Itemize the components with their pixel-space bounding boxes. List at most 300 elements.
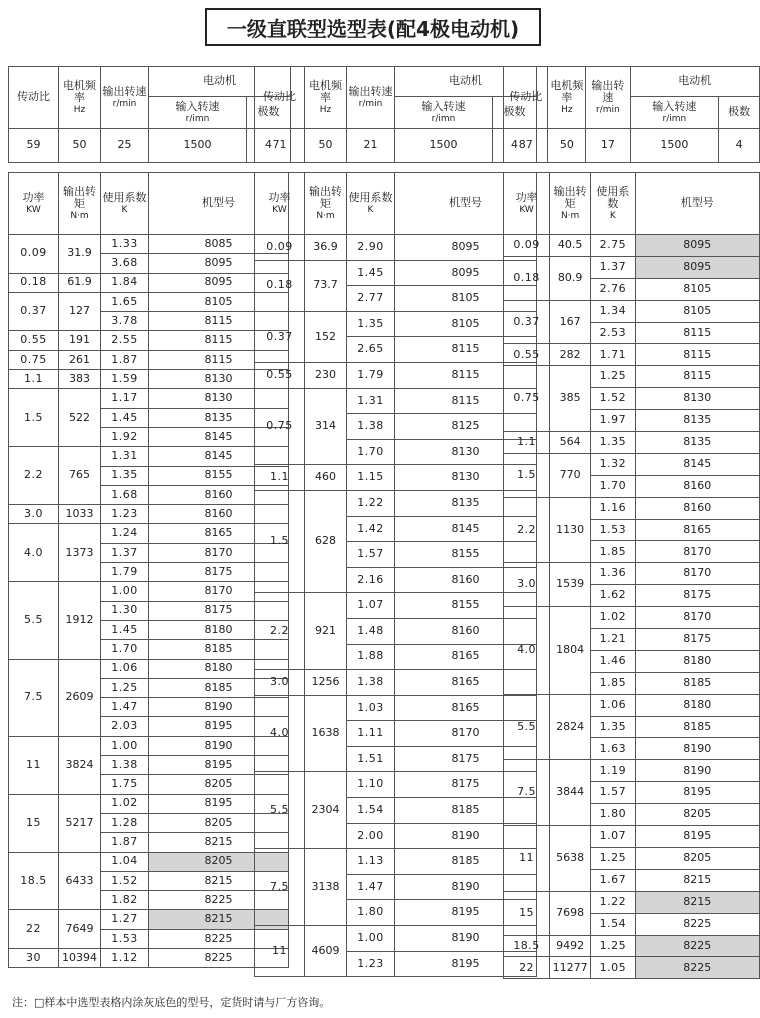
model-value: 8175	[149, 601, 289, 620]
service-factor-value: 2.03	[101, 717, 149, 736]
power-value: 1.1	[255, 465, 305, 491]
table-row	[9, 505, 289, 524]
torque-value: 61.9	[59, 273, 101, 292]
model-value: 8175	[149, 563, 289, 582]
service-factor-value: 1.88	[347, 644, 395, 670]
power-value: 0.18	[504, 256, 550, 300]
service-factor-value: 1.35	[591, 716, 635, 738]
model-value: 8135	[149, 408, 289, 427]
service-factor-value: 1.38	[347, 670, 395, 696]
model-value: 8175	[635, 585, 759, 607]
power-header-unit: KW	[272, 204, 287, 215]
power-value: 30	[9, 948, 59, 967]
service-factor-value: 2.55	[101, 331, 149, 350]
ratio-value: 71	[255, 129, 305, 163]
power-value: 1.5	[255, 490, 305, 592]
service-factor-header-unit: K	[609, 210, 616, 221]
model-value: 8175	[635, 629, 759, 651]
power-value: 0.75	[255, 388, 305, 465]
model-value: 8195	[149, 794, 289, 813]
service-factor-value: 1.22	[347, 490, 395, 516]
power-value: 3.0	[9, 505, 59, 524]
service-factor-value: 1.00	[101, 582, 149, 601]
ratio-header-table	[254, 66, 537, 163]
service-factor-value: 1.79	[347, 362, 395, 388]
poles-value: 4	[493, 129, 537, 163]
torque-value: 152	[305, 311, 347, 362]
service-factor-value: 1.53	[101, 929, 149, 948]
torque-header	[305, 173, 347, 235]
torque-value: 1539	[550, 563, 591, 607]
power-value: 5.5	[255, 772, 305, 849]
model-value: 8105	[149, 292, 289, 311]
model-value-shaded: 8225	[635, 935, 759, 957]
model-value: 8195	[395, 951, 537, 977]
service-factor-value: 2.77	[347, 286, 395, 312]
service-factor-value: 1.23	[101, 505, 149, 524]
motor-frequency-header-label: 电机频率	[550, 78, 584, 105]
table-row	[504, 497, 760, 519]
ratio-header-label: 传动比	[17, 90, 50, 104]
service-factor-value: 1.87	[101, 833, 149, 852]
service-factor-value: 1.06	[591, 694, 635, 716]
torque-value: 765	[59, 447, 101, 505]
power-value: 0.37	[9, 292, 59, 331]
table-row	[9, 852, 289, 871]
service-factor-value: 1.38	[347, 414, 395, 440]
output-speed-header-label: 输出转速	[102, 85, 147, 98]
power-header-unit: KW	[519, 204, 534, 215]
service-factor-header	[591, 173, 635, 235]
selection-table	[254, 172, 537, 977]
model-value: 8160	[635, 497, 759, 519]
service-factor-value: 1.00	[347, 926, 395, 952]
service-factor-value: 1.70	[591, 475, 635, 497]
service-factor-value: 1.24	[101, 524, 149, 543]
torque-value: 10394	[59, 948, 101, 967]
table-row	[504, 256, 760, 278]
table-row	[9, 659, 289, 678]
model-value-shaded: 8205	[149, 852, 289, 871]
torque-value: 1033	[59, 505, 101, 524]
model-value: 8170	[635, 541, 759, 563]
output-speed-header	[586, 67, 630, 129]
power-value: 11	[504, 826, 550, 892]
output-speed-header-unit: r/min	[112, 98, 137, 109]
ratio-value: 59	[9, 129, 59, 163]
torque-value: 5217	[59, 794, 101, 852]
model-value: 8205	[149, 813, 289, 832]
table-row	[504, 826, 760, 848]
model-header: 机型号	[635, 173, 759, 235]
table-row	[504, 344, 760, 366]
table-row	[9, 350, 289, 369]
torque-value: 7649	[59, 910, 101, 949]
service-factor-value: 1.53	[591, 519, 635, 541]
output-speed-header-label: 输出转速	[591, 78, 625, 105]
ratio-value: 87	[504, 129, 548, 163]
power-value: 3.0	[255, 670, 305, 696]
input-speed-header-unit: r/imn	[662, 113, 687, 124]
service-factor-value: 1.05	[591, 957, 635, 979]
torque-value: 230	[305, 362, 347, 388]
table-row	[504, 891, 760, 913]
torque-header-label: 输出转矩	[553, 184, 587, 211]
table-row	[9, 292, 289, 311]
table-row	[504, 366, 760, 388]
service-factor-value: 1.75	[101, 775, 149, 794]
torque-value: 3844	[550, 760, 591, 826]
table-row	[504, 760, 760, 782]
model-value: 8160	[149, 505, 289, 524]
torque-value: 314	[305, 388, 347, 465]
service-factor-header-label: 使用系数	[348, 191, 393, 204]
table-row	[255, 311, 537, 337]
input-speed-header-unit: r/imn	[431, 113, 456, 124]
power-value: 0.55	[255, 362, 305, 388]
power-value: 15	[504, 891, 550, 935]
service-factor-header	[101, 173, 149, 235]
service-factor-value: 1.35	[101, 466, 149, 485]
power-header	[504, 173, 550, 235]
power-value: 0.09	[504, 235, 550, 257]
model-value: 8125	[395, 414, 537, 440]
service-factor-value: 1.10	[347, 772, 395, 798]
service-factor-value: 1.67	[591, 869, 635, 891]
service-factor-value: 1.30	[101, 601, 149, 620]
model-value: 8165	[395, 670, 537, 696]
service-factor-value: 1.45	[101, 408, 149, 427]
table-row	[504, 607, 760, 629]
model-header: 机型号	[149, 173, 289, 235]
torque-value: 73.7	[305, 260, 347, 311]
input-speed-value: 1500	[149, 129, 247, 163]
model-value: 8130	[395, 465, 537, 491]
input-speed-header-label: 输入转速	[652, 100, 697, 113]
service-factor-value: 2.16	[347, 567, 395, 593]
service-factor-value: 1.45	[347, 260, 395, 286]
torque-value: 460	[305, 465, 347, 491]
table-row	[504, 235, 760, 257]
model-value-shaded: 8215	[149, 910, 289, 929]
model-value: 8185	[635, 672, 759, 694]
torque-value: 2824	[550, 694, 591, 760]
model-value: 8165	[149, 524, 289, 543]
service-factor-value: 1.46	[591, 650, 635, 672]
service-factor-value: 1.25	[591, 366, 635, 388]
power-value: 1.5	[9, 389, 59, 447]
torque-value: 167	[550, 300, 591, 344]
service-factor-value: 1.27	[101, 910, 149, 929]
service-factor-value: 1.25	[591, 847, 635, 869]
model-value: 8160	[635, 475, 759, 497]
service-factor-header	[347, 173, 395, 235]
power-value: 22	[504, 957, 550, 979]
model-value: 8175	[395, 772, 537, 798]
service-factor-value: 1.04	[101, 852, 149, 871]
service-factor-header-label: 使用系数	[596, 184, 630, 211]
model-value: 8115	[149, 312, 289, 331]
service-factor-value: 1.85	[591, 672, 635, 694]
model-value: 8195	[149, 756, 289, 775]
service-factor-value: 1.02	[101, 794, 149, 813]
power-value: 0.37	[504, 300, 550, 344]
table-row	[9, 736, 289, 755]
model-value: 8105	[395, 311, 537, 337]
model-value: 8115	[149, 350, 289, 369]
service-factor-value: 1.32	[591, 453, 635, 475]
power-value: 18.5	[504, 935, 550, 957]
service-factor-value: 1.34	[591, 300, 635, 322]
torque-value: 564	[550, 432, 591, 454]
model-value: 8130	[149, 389, 289, 408]
model-value: 8135	[635, 410, 759, 432]
power-value: 18.5	[9, 852, 59, 910]
model-value: 8115	[395, 337, 537, 363]
torque-value: 1912	[59, 582, 101, 659]
model-value: 8180	[635, 694, 759, 716]
model-value: 8205	[635, 847, 759, 869]
model-value: 8205	[635, 804, 759, 826]
service-factor-value: 1.12	[101, 948, 149, 967]
ratio-header-table	[503, 66, 760, 163]
model-value: 8095	[149, 273, 289, 292]
torque-value: 7698	[550, 891, 591, 935]
table-row	[9, 524, 289, 543]
motor-frequency-header-unit: Hz	[319, 104, 332, 115]
motor-frequency-header-label: 电机频率	[63, 78, 96, 105]
ratio-header	[9, 67, 59, 129]
poles-value: 4	[719, 129, 760, 163]
model-value: 8130	[635, 388, 759, 410]
power-value: 7.5	[504, 760, 550, 826]
page-title: 一级直联型选型表(配4极电动机)	[205, 8, 541, 46]
service-factor-value: 1.82	[101, 891, 149, 910]
service-factor-value: 1.52	[591, 388, 635, 410]
torque-value: 1130	[550, 497, 591, 563]
output-speed-header	[347, 67, 395, 129]
model-value: 8185	[395, 798, 537, 824]
table-row	[9, 235, 289, 254]
model-value: 8225	[635, 913, 759, 935]
table-row	[255, 235, 537, 261]
model-value: 8145	[635, 453, 759, 475]
model-value: 8135	[395, 490, 537, 516]
power-value: 2.2	[504, 497, 550, 563]
torque-header-label: 输出转矩	[63, 184, 96, 211]
output-speed-value: 25	[101, 129, 149, 163]
service-factor-value: 1.57	[347, 542, 395, 568]
power-value: 11	[255, 926, 305, 977]
table-row	[9, 370, 289, 389]
model-value: 8205	[149, 775, 289, 794]
power-value: 2.2	[255, 593, 305, 670]
service-factor-value: 1.62	[591, 585, 635, 607]
input-speed-header-label: 输入转速	[421, 100, 466, 113]
service-factor-value: 1.37	[591, 256, 635, 278]
ratio-header	[255, 67, 305, 129]
table-row	[255, 926, 537, 952]
motor-frequency-header-unit: Hz	[73, 104, 86, 115]
service-factor-header-unit: K	[367, 204, 374, 215]
input-speed-value: 1500	[630, 129, 719, 163]
model-value: 8105	[635, 300, 759, 322]
model-value-shaded: 8095	[635, 256, 759, 278]
power-header	[255, 173, 305, 235]
torque-value: 31.9	[59, 235, 101, 274]
model-value: 8170	[149, 582, 289, 601]
power-value: 1.5	[504, 453, 550, 497]
power-value: 15	[9, 794, 59, 852]
power-value: 5.5	[9, 582, 59, 659]
output-speed-header-unit: r/min	[596, 104, 620, 115]
table-row	[255, 260, 537, 286]
model-value: 8115	[635, 322, 759, 344]
motor-header: 电动机	[395, 67, 537, 97]
model-value: 8145	[395, 516, 537, 542]
power-value: 7.5	[9, 659, 59, 736]
table-row	[255, 695, 537, 721]
torque-value: 1638	[305, 695, 347, 772]
model-value: 8095	[395, 235, 537, 261]
service-factor-value: 1.48	[347, 618, 395, 644]
model-value: 8170	[635, 563, 759, 585]
table-row	[255, 849, 537, 875]
model-value: 8190	[395, 926, 537, 952]
model-value: 8160	[395, 567, 537, 593]
torque-value: 770	[550, 453, 591, 497]
model-header: 机型号	[395, 173, 537, 235]
power-value: 4.0	[9, 524, 59, 582]
model-value: 8165	[635, 519, 759, 541]
torque-value: 921	[305, 593, 347, 670]
service-factor-value: 1.23	[347, 951, 395, 977]
service-factor-value: 1.38	[101, 756, 149, 775]
torque-value: 127	[59, 292, 101, 331]
power-value: 0.18	[255, 260, 305, 311]
power-header-label: 功率	[515, 191, 538, 204]
table-row	[504, 453, 760, 475]
input-speed-header-label: 输入转速	[175, 100, 220, 113]
service-factor-value: 1.15	[347, 465, 395, 491]
torque-value: 628	[305, 490, 347, 592]
model-value: 8225	[149, 891, 289, 910]
model-value: 8190	[149, 736, 289, 755]
model-value: 8105	[395, 286, 537, 312]
service-factor-value: 1.79	[101, 563, 149, 582]
input-speed-header	[149, 97, 247, 129]
power-value: 3.0	[504, 563, 550, 607]
power-value: 1.1	[504, 432, 550, 454]
service-factor-header-unit: K	[121, 204, 128, 215]
power-value: 22	[9, 910, 59, 949]
service-factor-value: 1.02	[591, 607, 635, 629]
torque-value: 2609	[59, 659, 101, 736]
torque-header	[550, 173, 591, 235]
service-factor-value: 1.31	[347, 388, 395, 414]
model-value: 8105	[635, 278, 759, 300]
service-factor-value: 1.54	[591, 913, 635, 935]
service-factor-value: 1.16	[591, 497, 635, 519]
model-value: 8160	[395, 618, 537, 644]
motor-header: 电动机	[149, 67, 291, 97]
service-factor-value: 1.68	[101, 485, 149, 504]
table-row	[255, 593, 537, 619]
model-value: 8190	[395, 874, 537, 900]
power-value: 11	[9, 736, 59, 794]
model-value: 8155	[395, 542, 537, 568]
selection-table	[8, 172, 289, 968]
power-value: 0.09	[9, 235, 59, 274]
service-factor-value: 1.70	[101, 640, 149, 659]
table-row	[9, 910, 289, 929]
power-header-label: 功率	[22, 191, 45, 204]
table-row	[255, 772, 537, 798]
service-factor-value: 1.70	[347, 439, 395, 465]
service-factor-value: 1.35	[591, 432, 635, 454]
table-row	[255, 490, 537, 516]
service-factor-value: 1.03	[347, 695, 395, 721]
ratio-header-label: 传动比	[509, 90, 543, 104]
service-factor-value: 1.51	[347, 746, 395, 772]
table-row	[9, 582, 289, 601]
power-value: 2.2	[9, 447, 59, 505]
torque-value: 11277	[550, 957, 591, 979]
service-factor-value: 1.80	[591, 804, 635, 826]
service-factor-value: 1.47	[347, 874, 395, 900]
torque-value: 3824	[59, 736, 101, 794]
model-value: 8115	[635, 344, 759, 366]
power-value: 7.5	[255, 849, 305, 926]
power-value: 0.75	[9, 350, 59, 369]
service-factor-value: 2.53	[591, 322, 635, 344]
power-value: 0.75	[504, 366, 550, 432]
model-value: 8185	[149, 640, 289, 659]
model-value: 8130	[149, 370, 289, 389]
service-factor-value: 1.22	[591, 891, 635, 913]
model-value: 8115	[395, 362, 537, 388]
service-factor-value: 1.13	[347, 849, 395, 875]
service-factor-value: 2.00	[347, 823, 395, 849]
model-value: 8180	[149, 620, 289, 639]
model-value: 8190	[635, 738, 759, 760]
power-value: 0.55	[504, 344, 550, 366]
model-value: 8215	[635, 869, 759, 891]
service-factor-value: 1.35	[347, 311, 395, 337]
table-row	[9, 447, 289, 466]
model-value: 8145	[149, 427, 289, 446]
model-value: 8155	[149, 466, 289, 485]
power-header-unit: KW	[26, 204, 41, 215]
torque-header-unit: N·m	[560, 210, 580, 221]
torque-value: 385	[550, 366, 591, 432]
service-factor-value: 2.75	[591, 235, 635, 257]
power-value: 4.0	[255, 695, 305, 772]
service-factor-value: 3.78	[101, 312, 149, 331]
table-row	[504, 300, 760, 322]
torque-value: 2304	[305, 772, 347, 849]
torque-value: 1804	[550, 607, 591, 695]
model-value: 8195	[635, 782, 759, 804]
poles-header: 极数	[493, 97, 537, 129]
model-value: 8195	[395, 900, 537, 926]
input-speed-value: 1500	[395, 129, 493, 163]
service-factor-value: 1.65	[101, 292, 149, 311]
ratio-header-table	[8, 66, 291, 163]
table-row	[255, 465, 537, 491]
service-factor-value: 1.63	[591, 738, 635, 760]
torque-header-unit: N·m	[70, 210, 89, 221]
